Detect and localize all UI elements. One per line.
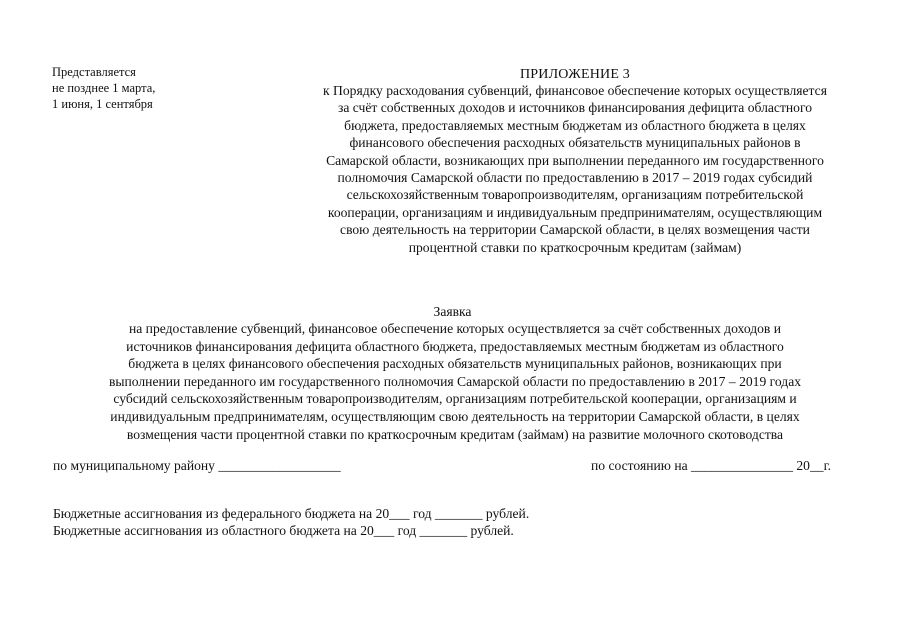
appendix-line: за счёт собственных доходов и источников финансирования дефицита областного — [337, 100, 813, 116]
appendix-description — [270, 82, 880, 256]
appendix-line: сельскохозяйственным товаропроизводителям, организациям потребительской — [346, 187, 804, 203]
request-line: выполнении переданного им государственного полномочия Самарской области по предоставлению в 2017 – 2019 годах — [108, 373, 802, 389]
appendix-line: свою деятельность на территории Самарской области, в целях возмещения части — [340, 222, 810, 238]
regional-budget-line: Бюджетные ассигнования из областного бюджета на 20___ год _______ рублей. — [53, 523, 514, 538]
appendix-line: Самарской области, возникающих при выполнении переданного им государственного — [326, 152, 824, 168]
deadline-line-3: 1 июня, 1 сентября — [52, 97, 153, 111]
appendix-line: кооперации, организациям и индивидуальным предпринимателям, осуществляющим — [327, 204, 823, 220]
request-line: бюджета в целях финансового обеспечения расходных обязательств муниципальных районов, возникающих при — [128, 356, 782, 372]
request-line: субсидий сельскохозяйственным товаропроизводителям, организациям потребительской кооперации, организациям и — [113, 391, 797, 407]
submission-deadline-note — [52, 64, 212, 112]
appendix-title: ПРИЛОЖЕНИЕ 3 — [519, 67, 631, 82]
request-description — [40, 320, 870, 443]
deadline-line-2: не позднее 1 марта, — [52, 81, 156, 95]
appendix-line: бюджета, предоставляемых местным бюджетам из областного бюджета в целях — [344, 117, 806, 133]
appendix-line: финансового обеспечения расходных обязательств муниципальных районов в — [349, 135, 801, 151]
deadline-line-1: Представляется — [52, 65, 136, 79]
status-date-field: по состоянию на _______________ 20__г. — [591, 458, 832, 473]
district-field: по муниципальному району __________________ — [53, 458, 341, 473]
request-line: индивидуальным предпринимателям, осуществляющим свою деятельность на территории Самарской области, в целях — [110, 408, 800, 424]
appendix-line: к Порядку расходования субвенций, финансовое обеспечение которых осуществляется — [323, 83, 827, 98]
appendix-line: процентной ставки по краткосрочным кредитам (займам) — [408, 239, 742, 255]
request-title: Заявка — [433, 304, 472, 319]
federal-budget-line: Бюджетные ассигнования из федерального бюджета на 20___ год _______ рублей. — [53, 506, 530, 521]
request-line: источников финансирования дефицита областного бюджета, предоставляемых местным бюджетам из областного — [126, 338, 784, 354]
request-line: на предоставление субвенций, финансовое обеспечение которых осуществляется за счёт собственных доходов и — [128, 321, 782, 336]
appendix-line: полномочия Самарской области по предоставлению в 2017 – 2019 годах субсидий — [337, 170, 813, 186]
request-line: возмещения части процентной ставки по краткосрочным кредитам (займам) на развитие молочного скотоводства — [126, 426, 784, 442]
